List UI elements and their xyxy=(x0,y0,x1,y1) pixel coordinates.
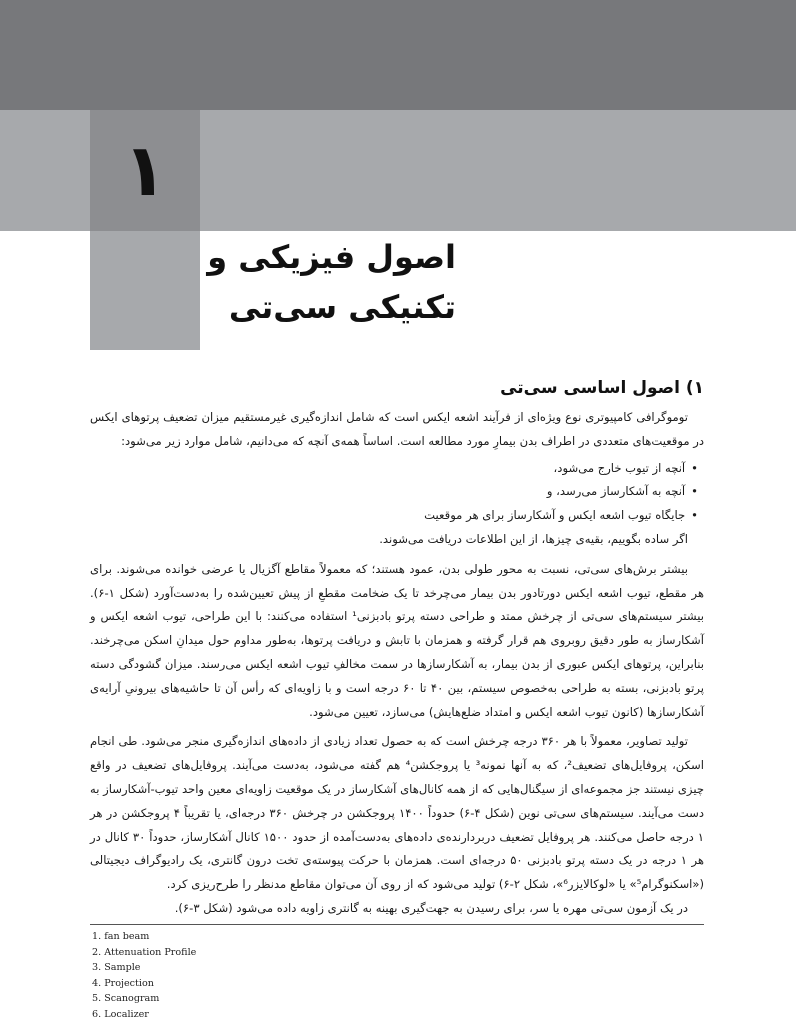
footnote-item: 4. Projection xyxy=(92,977,154,989)
paragraph-3: تولید تصاویر، معمولاً با هر ۳۶۰ درجه چرخش است که به حصول تعداد زیادی از داده‌های اندازه‌گیری منجر می‌شود. طی انجام اسکن، پروفایل‌های تضعیف²، که به آنها نمونه³ یا پروجکشن⁴ هم گفته می‌شود، به‌دست می‌آیند. پروفایل‌های تضعیف در واقع چیزی نیستند جز مجموعه‌ای از سیگنال‌هایی که از همه کانال‌های آشکارساز در یک موقعیت زاویه‌ای معین واحد تیوب-آشکارساز به دست می‌آیند. سیستم‌های سی‌تی نوین (شکل ۴-۶) حدوداً ۱۴۰۰ پروجکشن در چرخش ۳۶۰ درجه‌ای، یا تقریباً ۴ پروجکشن در هر ۱ درجه حاصل می‌کنند. هر پروفایل تضعیف دربردارنده‌ی داده‌های به‌دست‌آمده از حدود ۱۵۰۰ کانال آشکارساز، حدوداً ۳۰ کانال در هر ۱ درجه در یک دسته پرتو بادبزنی ۵۰ درجه‌ای است. همزمان با حرکت پیوسته‌ی تخت درون گانتری، یک رادیوگراف دیجیتالی («اسکنوگرام⁵» یا «لوکالایزر⁶»، شکل ۲-۶) تولید می‌شود که از روی آن می‌توان مقاطع مدنظر را طرح‌ریزی کرد. xyxy=(90,734,704,892)
intro-paragraph: توموگرافی کامپیوتری نوع ویژه‌ای از فرآیند اشعه ایکس است که شامل اندازه‌گیری غیرمستقیم میزان تضعیف پرتوهای ایکس در موقعیت‌های متعددی در اطراف بدن بیمارِ مورد مطالعه است. اساساً همه‌ی آنچه که می‌دانیم، شامل موارد زیر می‌شود: xyxy=(90,410,704,448)
body-text xyxy=(90,406,704,921)
chapter-number: ۱ xyxy=(123,128,167,212)
bullet-summary: اگر ساده بگوییم، بقیه‌ی چیزها، از این اطلاعات دریافت می‌شوند. xyxy=(379,531,688,546)
paragraph-2: بیشتر برش‌های سی‌تی، نسبت به محور طولی بدن، عمود هستند؛ که معمولاً مقاطع آگزیال یا عرضی خوانده می‌شوند. برای هر مقطع، تیوب اشعه ایکس دورتادور بدن بیمار می‌چرخد تا یک ضخامت مقطعِ از پیش تعیین‌شده را به‌دست‌آورد (شکل ۱-۶). بیشتر سیستم‌های سی‌تی از چرخش ممتد و طراحی دسته پرتو بادبزنی¹ استفاده می‌کنند: با این طراحی، تیوب اشعه ایکس و آشکارساز به طور دقیق روبروی هم قرار گرفته و همزمان با تابش و دریافت پرتوها، به‌طور مداوم حول میدانِ اسکن می‌چرخند. بنابراین، پرتوهای ایکس عبوری از بدن بیمار، به آشکارسازها در سمت مخالفِ تیوب اشعه ایکس می‌رسند. میزان گشودگی دسته پرتو بادبزنی، بسته به طراحی به‌خصوص سیستم، بین ۴۰ تا ۶۰ درجه است و با زاویه‌ای که رأس آن تا حاشیه‌های بیرونیِ آرایه‌ی آشکارسازها (کانون تیوب اشعه ایکس و امتداد ضلع‌هایش) می‌سازد، تعیین می‌شود. xyxy=(90,561,705,719)
list-item xyxy=(90,504,698,528)
bullet-icon: • xyxy=(691,484,698,499)
paragraph-4: در یک آزمون سی‌تی مهره یا سر، برای رسیدن به جهت‌گیری بهینه به گانتری زاویه داده می‌شود (شکل ۳-۶). xyxy=(174,900,688,915)
footnote-item: 5. Scanogram xyxy=(92,993,160,1005)
footnotes xyxy=(92,929,492,1023)
section-heading: ۱) اصول اساسی سی‌تی xyxy=(500,378,704,398)
footnote-item: 1. fan beam xyxy=(92,931,150,942)
footnote-divider xyxy=(90,924,704,925)
list-item-text: جایگاه تیوب اشعه ایکس و آشکارساز برای هر موقعیت xyxy=(424,508,686,523)
header-band-dark xyxy=(0,0,796,110)
footnote-item: 3. Sample xyxy=(92,962,141,974)
bullet-icon: • xyxy=(691,460,698,475)
list-item xyxy=(90,457,698,481)
footnote-item: 6. Localizer xyxy=(92,1008,149,1020)
bullet-list xyxy=(90,457,704,528)
list-item-text: آنچه از تیوب خارج می‌شود، xyxy=(553,460,686,475)
chapter-title: اصول فیزیکی و تکنیکی سی‌تی xyxy=(207,238,456,326)
list-item xyxy=(90,480,698,504)
footnote-item: 2. Attenuation Profile xyxy=(92,946,197,958)
list-item-text: آنچه به آشکارساز می‌رسد، و xyxy=(546,484,686,499)
bullet-icon: • xyxy=(691,508,698,523)
